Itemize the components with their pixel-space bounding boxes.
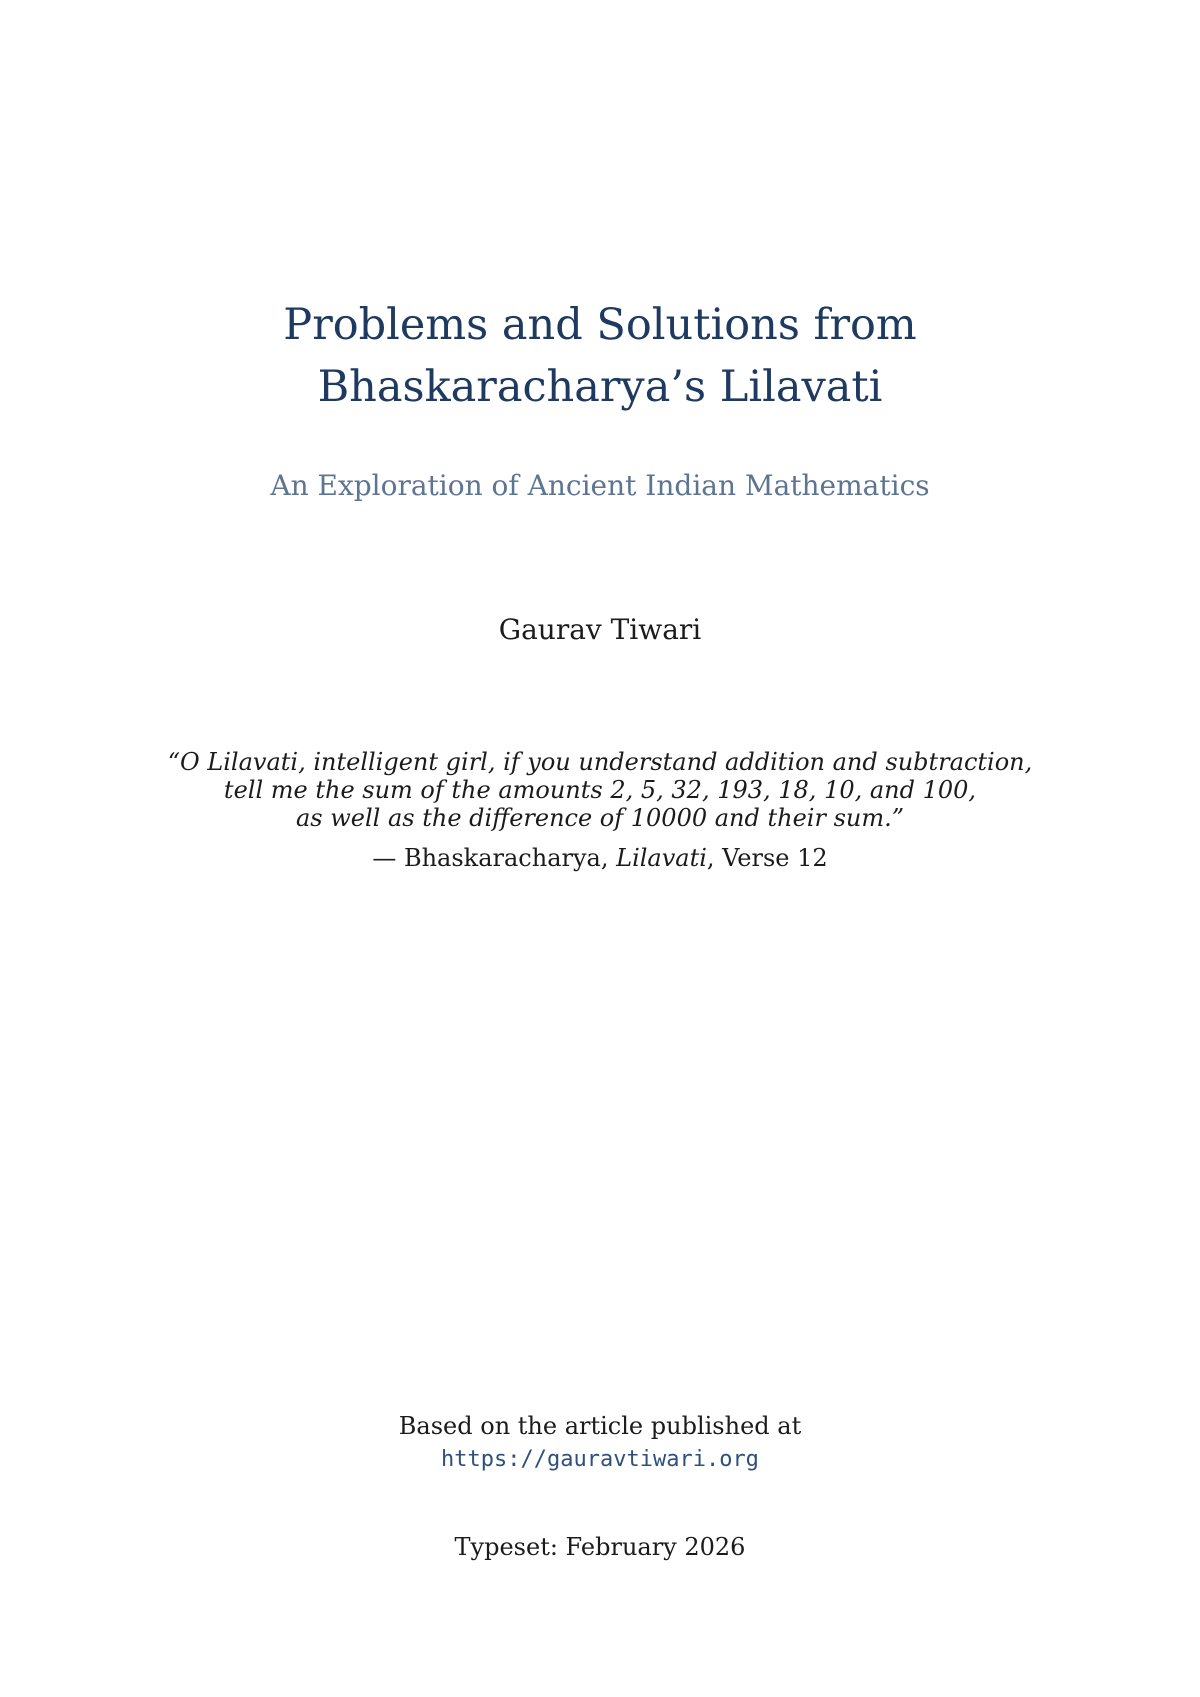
- document-title: [0, 294, 1200, 418]
- quote-attribution: [0, 844, 1200, 872]
- attribution-work-title: Lilavati: [616, 844, 707, 872]
- author-name: Gaurav Tiwari: [498, 613, 702, 646]
- document-title-line2: Bhaskaracharya’s Lilavati: [317, 362, 883, 412]
- source-url-line: [0, 1445, 1200, 1475]
- attribution-prefix: — Bhaskaracharya,: [372, 844, 617, 872]
- attribution-suffix: , Verse 12: [706, 844, 828, 872]
- quote-line2: tell me the sum of the amounts 2, 5, 32, 193, 18, 10, and 100,: [223, 776, 977, 804]
- document-title-line1: Problems and Solutions from: [283, 300, 917, 350]
- quote-line3: as well as the difference of 10000 and their sum.”: [295, 804, 905, 832]
- quote-line1: “O Lilavati, intelligent girl, if you understand addition and subtraction,: [167, 748, 1033, 776]
- based-on-note: Based on the article published at: [398, 1412, 802, 1440]
- document-subtitle: An Exploration of Ancient Indian Mathematics: [270, 469, 930, 502]
- source-url-link[interactable]: https://gauravtiwari.org: [441, 1447, 759, 1472]
- typeset-date: Typeset: February 2026: [454, 1533, 746, 1561]
- epigraph-quote: [0, 748, 1200, 832]
